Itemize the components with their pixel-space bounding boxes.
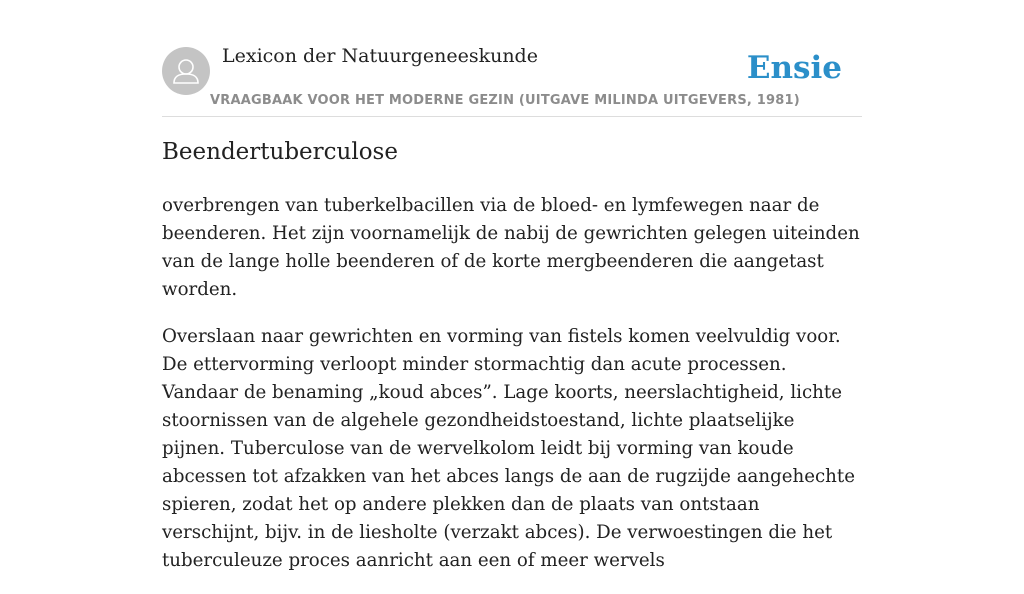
brand-logo[interactable]: Ensie [746, 50, 842, 86]
article-title: Beendertuberculose [162, 139, 398, 165]
source-title[interactable]: Lexicon der Natuurgeneeskunde [222, 45, 538, 67]
article-body [162, 192, 862, 594]
article-paragraph: overbrengen van tuberkelbacillen via de bloed- en lymfewegen naar de beenderen. Het zijn voornamelijk de nabij de gewrichten gelegen uiteinden van de lange holle beenderen of de korte mergbeenderen die aangetast worden. [162, 195, 860, 300]
article-paragraph: Overslaan naar gewrichten en vorming van fistels komen veelvuldig voor. De ettervorming verloopt minder stormachtig dan acute processen. Vandaar de benaming „koud abces”. Lage koorts, neerslachtigheid, lichte stoornissen van de algehele gezondheidstoestand, lichte plaatselijke pijnen. Tuberculose van de wervelkolom leidt bij vorming van koude abcessen tot afzakken van het abces langs de aan de rugzijde aangehechte spieren, zodat het op andere plekken dan de plaats van ontstaan verschijnt, bijv. in de liesholte (verzakt abces). De verwoestingen die het tuberculeuze proces aanricht aan een of meer wervels [162, 326, 855, 571]
header [162, 0, 862, 117]
source-avatar[interactable] [162, 47, 210, 95]
source-subtitle: VRAAGBAAK VOOR HET MODERNE GEZIN (UITGAVE MILINDA UITGEVERS, 1981) [210, 93, 800, 108]
user-silhouette-icon [162, 47, 210, 95]
